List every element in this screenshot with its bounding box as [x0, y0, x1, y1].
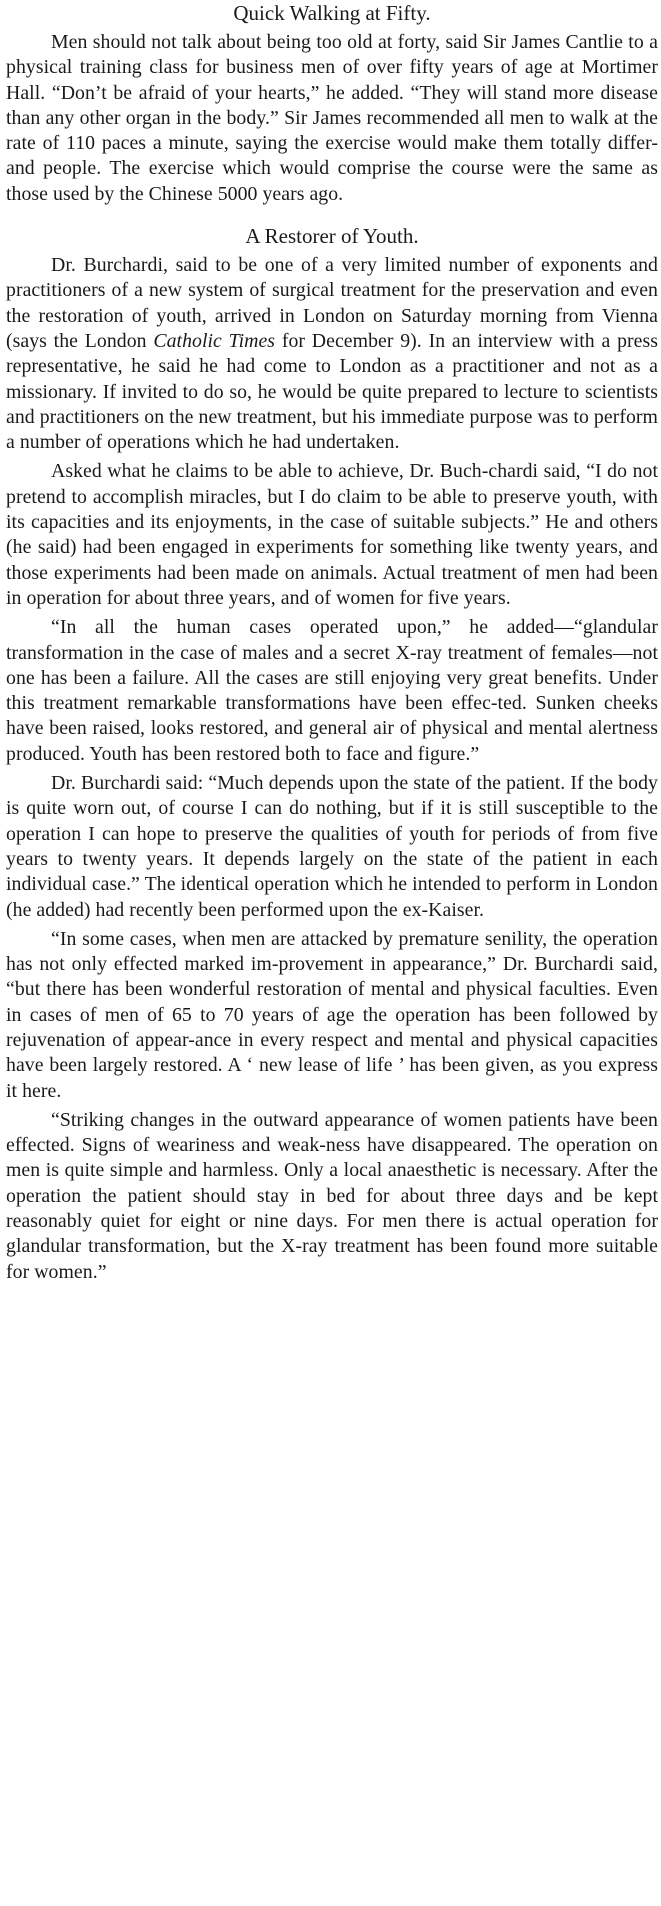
article-paragraph: “Striking changes in the outward appearance of women patients have been effected. Signs of weariness and weak-ness have disappeared. The operation on men is quite simple and harmless. Only a local anaesthetic is necessary. After the operation the patient should stay in bed for about three days and be kept reasonably quiet for eight or nine days. For men there is actual operation for glandular transformation, but the X-ray treatment has been found more suitable for women.” — [6, 1108, 658, 1283]
article-paragraph — [6, 253, 658, 455]
newspaper-name: Catholic Times — [153, 329, 276, 352]
paragraph-text: Dr. Burchardi, said to be one of a very limited number of exponents and practitioners of a new system of surgical treatment for the preservation and even the restoration of youth, arrived in London on Saturday morning from Vienna (says the London — [6, 254, 658, 352]
article-paragraph: Dr. Burchardi said: “Much depends upon the state of the patient. If the body is quite worn out, of course I can do nothing, but if it is still susceptible to the operation I can hope to preserve the qualities of youth for periods of from five years to twenty years. It depends largely on the state of the patient in each individual case.” The identical operation which he intended to perform in London (he added) had recently been performed upon the ex-Kaiser. — [6, 772, 658, 921]
article-paragraph: “In some cases, when men are attacked by premature senility, the operation has not only effected marked im-provement in appearance,” Dr. Burchardi said, “but there has been wonderful restoration of mental and physical faculties. Even in cases of men of 65 to 70 years of age the operation has been followed by rejuvenation of appear-ance in every respect and mental and physical capacities have been largely restored. A ‘ new lease of life ’ has been given, as you express it here. — [6, 927, 658, 1102]
article-title-restorer-of-youth: A Restorer of Youth. — [245, 224, 419, 249]
paragraph-text: for December 9). In an interview with a press representative, he said he had come to London as a practitioner and not as a missionary. If invited to do so, he would be quite prepared to lecture to scientists and practitioners on the new treatment, but his immediate purpose was to perform a number of operations which he had undertaken. — [6, 329, 658, 454]
article-paragraph: Men should not talk about being too old at forty, said Sir James Cantlie to a physical training class for business men of over fifty years of age at Mortimer Hall. “Don’t be afraid of your hearts,” he added. “They will stand more disease than any other organ in the body.” Sir James recommended all men to walk at the rate of 110 paces a minute, saying the exercise would make them totally differ-and people. The exercise which would comprise the course were the same as those used by the Chinese 5000 years ago. — [6, 31, 658, 205]
article-paragraph: Asked what he claims to be able to achieve, Dr. Buch-chardi said, “I do not pretend to accomplish miracles, but I do claim to be able to preserve youth, with its capacities and its enjoyments, in the case of suitable subjects.” He and others (he said) had been engaged in experiments for something like twenty years, and those experiments had been made on animals. Actual treatment of men had been in operation for about three years, and of women for five years. — [6, 460, 658, 609]
newspaper-page — [6, 0, 658, 1285]
article-title-quick-walking: Quick Walking at Fifty. — [233, 1, 431, 25]
article-paragraph: “In all the human cases operated upon,” he added—“glandular transformation in the case of males and a secret X-ray treatment of females—not one has been a failure. All the cases are still enjoying very great benefits. Under this treatment remarkable transformations have been effec-ted. Sunken cheeks have been raised, looks restored, and general air of physical and mental alertness produced. Youth has been restored both to face and figure.” — [6, 616, 658, 765]
